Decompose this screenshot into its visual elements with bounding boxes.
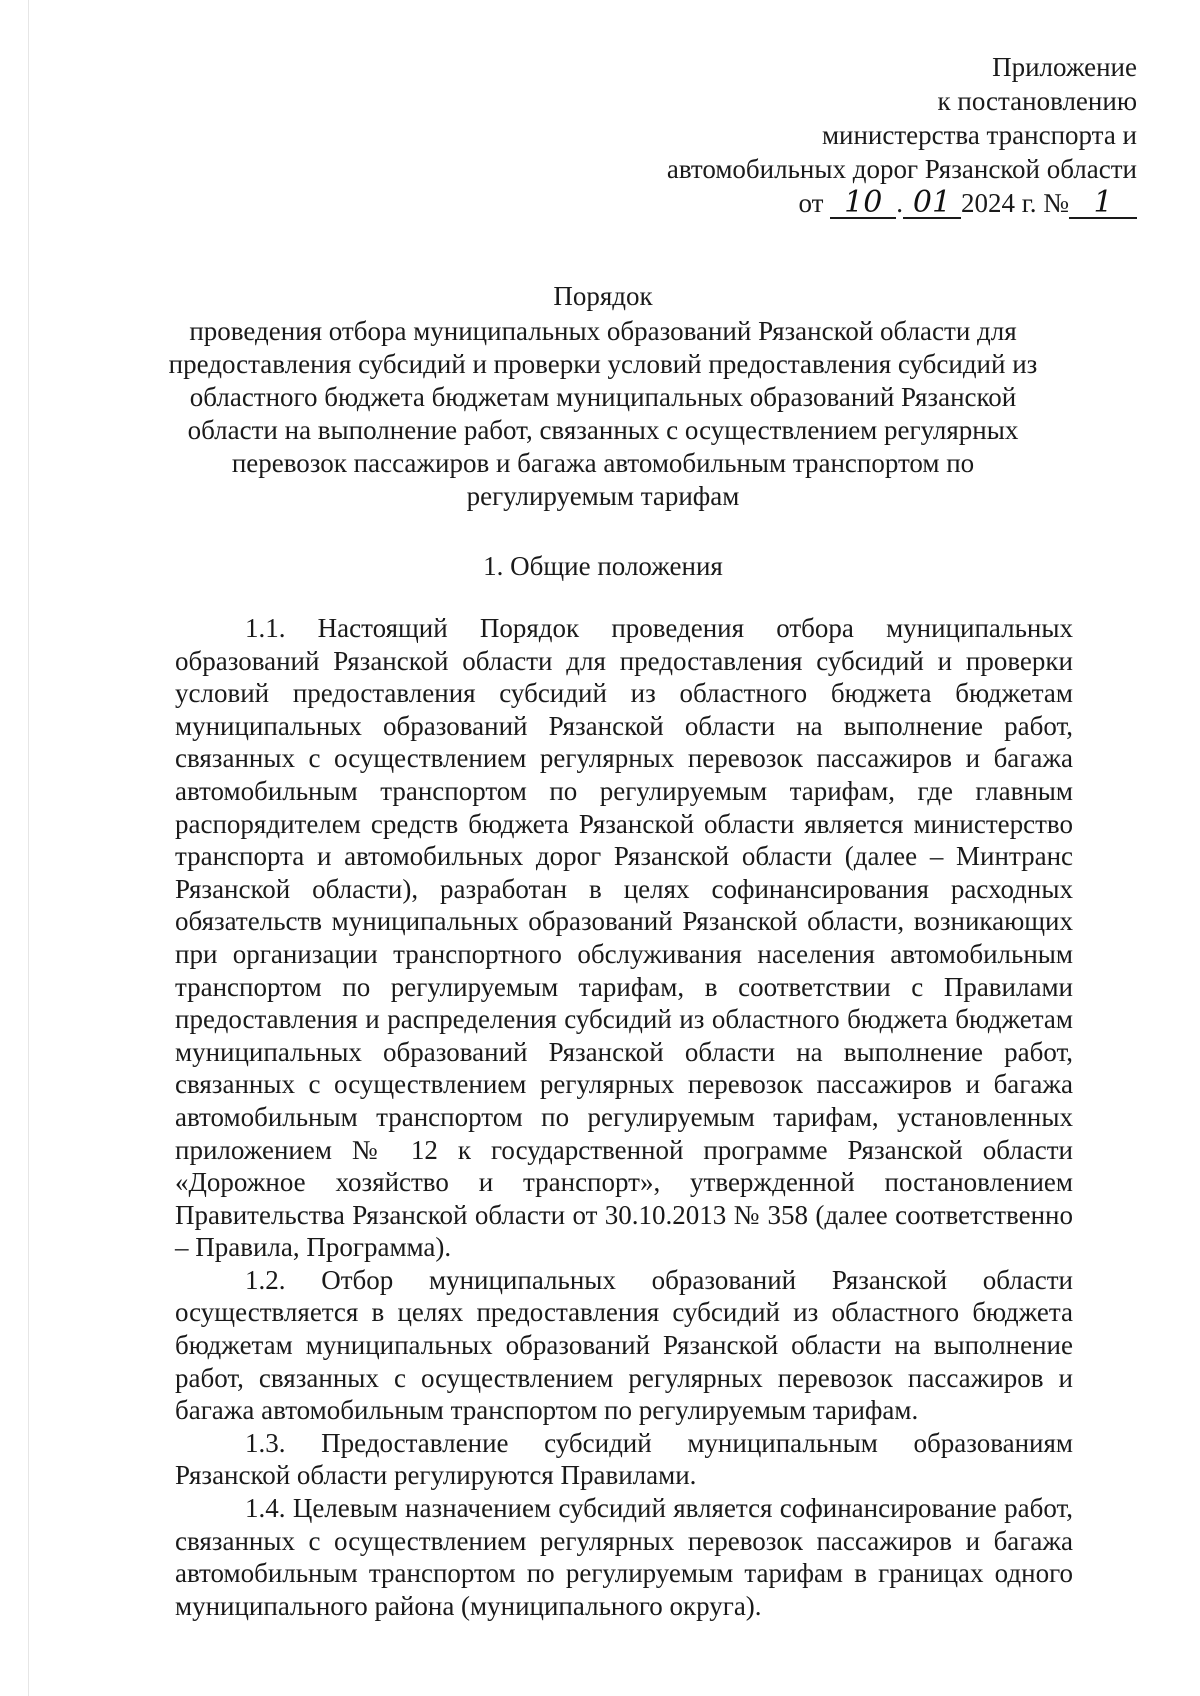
paragraph-1-4: 1.4. Целевым назначением субсидий является софинансирование работ, связанных с осуществлением регулярных перевозок пассажиров и багажа автомобильным транспортом по регулируемым тарифам в границах одного муниципального района (муниципального округа). [175,1493,1073,1621]
paragraph-1-2: 1.2. Отбор муниципальных образований Рязанской области осуществляется в целях предоставления субсидий из областного бюджета бюджетам муниципальных образований Рязанской области на выполнение работ, связанных с осуществлением регулярных перевозок пассажиров и багажа автомобильным транспортом по регулируемым тарифам. [175,1264,1073,1426]
paragraph-1-3: 1.3. Предоставление субсидий муниципальным образованиям Рязанской области регулируются Правилами. [175,1427,1073,1491]
appendix-date-line [437,186,1137,220]
title-subtitle: проведения отбора муниципальных образований Рязанской области для предоставления субсидий и проверки условий предоставления субсидий из областного бюджета бюджетам муниципальных образований Рязанской области на выполнение работ, связанных с осуществлением регулярных перевозок пассажиров и багажа автомобильным транспортом по регулируемым тарифам [168,316,1038,511]
appendix-header [437,50,1137,220]
title-heading: Порядок [553,281,653,311]
scan-edge-line [28,0,29,1696]
date-prefix: от [798,188,824,218]
handwritten-day: 10 [830,189,896,219]
date-separator: . [896,188,903,218]
appendix-line-4: автомобильных дорог Рязанской области [666,154,1137,184]
section-title: 1. Общие положения [483,551,723,581]
paragraph-1-1: 1.1. Настоящий Порядок проведения отбора муниципальных образований Рязанской области для предоставления субсидий и проверки условий предоставления субсидий из областного бюджета бюджетам муниципальных образований Рязанской области на выполнение работ, связанных с осуществлением регулярных перевозок пассажиров и багажа автомобильным транспортом по регулируемым тарифам, где главным распорядителем средств бюджета Рязанской области является министерство транспорта и автомобильных дорог Рязанской области (далее – Минтранс Рязанской области), разработан в целях софинансирования расходных обязательств муниципальных образований Рязанской области, возникающих при организации транспортного обслуживания населения автомобильным транспортом по регулируемым тарифам, в соответствии с Правилами предоставления и распределения субсидий из областного бюджета бюджетам муниципальных образований Рязанской области на выполнение работ, связанных с осуществлением регулярных перевозок пассажиров и багажа автомобильным транспортом по регулируемым тарифам, установленных приложением № 12 к государственной программе Рязанской области «Дорожное хозяйство и транспорт», утвержденной постановлением Правительства Рязанской области от 30.10.2013 № 358 (далее соответственно – Правила, Программа). [175,613,1073,1263]
handwritten-doc-number: 1 [1069,189,1137,219]
section-body [175,612,1073,1622]
date-year: 2024 г. № [960,188,1069,218]
appendix-line-2: к постановлению [937,86,1137,116]
appendix-line-3: министерства транспорта и [821,120,1137,150]
handwritten-month: 01 [903,189,961,219]
document-title [150,280,1056,513]
appendix-line-1: Приложение [992,52,1137,82]
